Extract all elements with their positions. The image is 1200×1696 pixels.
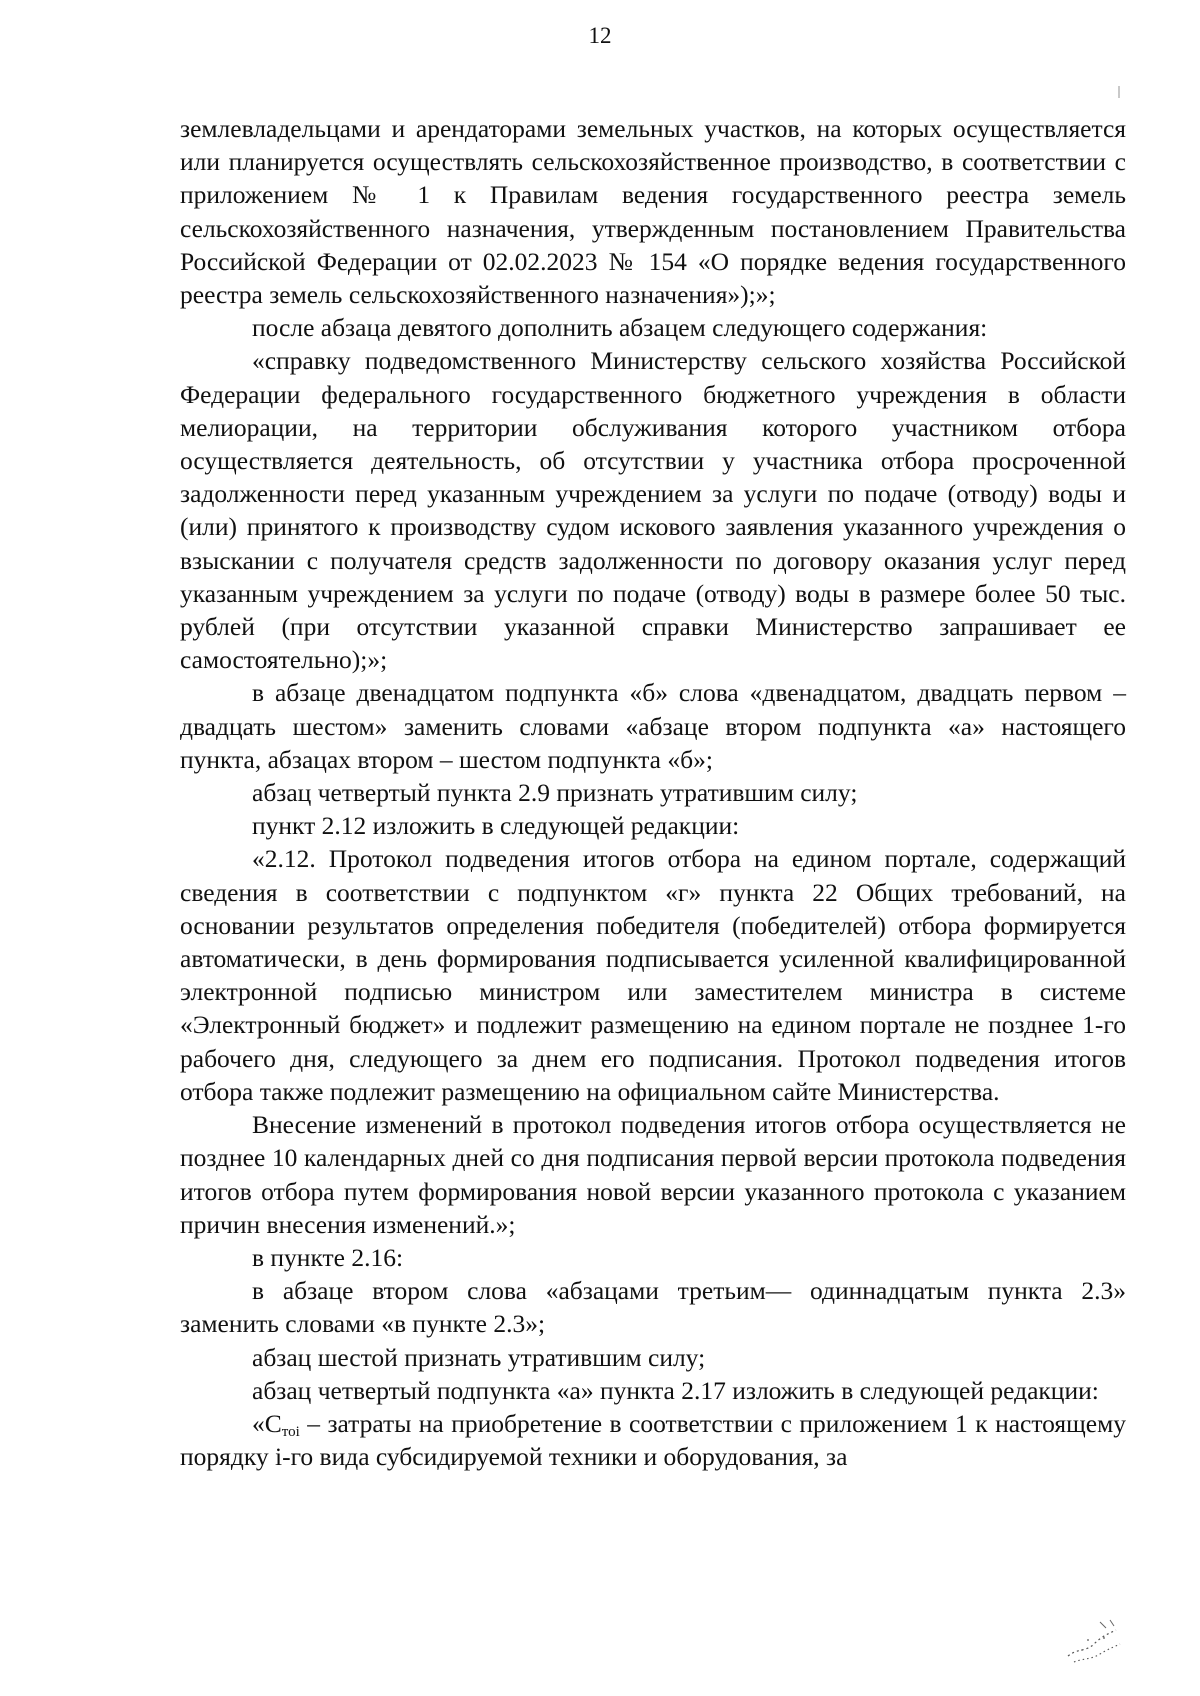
paragraph-item-2-17: абзац четвертый подпункта «а» пункта 2.17 изложить в следующей редакции: xyxy=(252,1375,1099,1405)
paragraph-certificate: «справку подведомственного Министерству сельского хозяйства Российской Федерации федерального государственного бюджетного учреждения в области мелиорации, на территории обслуживания которого участником отбора осуществляется деятельность, об отсутствии у участника отбора просроченной задолженности перед указанным учреждением за услуги по подаче (отводу) воды и (или) принятого к производству судом искового заявления указанного учреждения о взыскании с получателя средств задолженности по договору оказания услуг перед указанным учреждением за услуги по подаче (отводу) воды в размере более 50 тыс. рублей (при отсутствии указанной справки Министерство запрашивает ее самостоятельно);»; xyxy=(180,346,1126,675)
paragraph-twelfth-subitem-b: в абзаце двенадцатом подпункта «б» слова «двенадцатом, двадцать первом – двадцать шестом» заменить словами «абзаце втором подпункта «а» настоящего пункта, абзацах втором – шестом подпункта «б»; xyxy=(180,678,1126,774)
formula-definition-text: – затраты на приобретение в соответствии с приложением 1 к настоящему порядку i-го вида субсидируемой техники и оборудования, за xyxy=(180,1408,1126,1472)
paragraph-protocol-changes: Внесение изменений в протокол подведения итогов отбора осуществляется не позднее 10 календарных дней со дня подписания первой версии протокола подведения итогов отбора путем формирования новой версии указанного протокола с указанием причин внесения изменений.»; xyxy=(180,1110,1126,1239)
document-body xyxy=(180,112,1126,1473)
paragraph-item-2-12-protocol: «2.12. Протокол подведения итогов отбора на едином портале, содержащий сведения в соответствии с подпунктом «г» пункта 22 Общих требований, на основании результатов определения победителя (победителей) отбора формируется автоматически, в день формирования подписывается усиленной квалифицированной электронной подписью министром или заместителем министра в системе «Электронный бюджет» и подлежит размещению на едином портале не позднее 1-го рабочего дня, следующего за днем его подписания. Протокол подведения итогов отбора также подлежит размещению на официальном сайте Министерства. xyxy=(180,844,1126,1106)
signature-scribble xyxy=(1060,1604,1130,1674)
paragraph-formula-definition xyxy=(180,1407,1126,1473)
paragraph-second-abzac: в абзаце втором слова «абзацами третьим— одиннадцатым пункта 2.3» заменить словами «в пункте 2.3»; xyxy=(180,1276,1126,1339)
scan-artifact xyxy=(1118,86,1120,98)
paragraph-landowners: землевладельцами и арендаторами земельных участков, на которых осуществляется или планируется осуществлять сельскохозяйственное производство, в соответствии с приложением № 1 к Правилам ведения государственного реестра земель сельскохозяйственного назначения, утвержденным постановлением Правительства Российской Федерации от 02.02.2023 № 154 «О порядке ведения государственного реестра земель сельскохозяйственного назначения»);»; xyxy=(180,114,1126,310)
paragraph-sixth-abzac: абзац шестой признать утратившим силу; xyxy=(252,1342,706,1372)
formula-symbol: «C xyxy=(252,1408,282,1438)
formula-subscript: тоi xyxy=(281,1423,300,1440)
paragraph-item-2-9: абзац четвертый пункта 2.9 признать утратившим силу; xyxy=(252,778,858,808)
page-number: 12 xyxy=(588,23,612,48)
paragraph-item-2-12-intro: пункт 2.12 изложить в следующей редакции: xyxy=(252,811,740,841)
paragraph-after-ninth: после абзаца девятого дополнить абзацем следующего содержания: xyxy=(252,313,988,343)
paragraph-item-2-16: в пункте 2.16: xyxy=(252,1242,404,1272)
